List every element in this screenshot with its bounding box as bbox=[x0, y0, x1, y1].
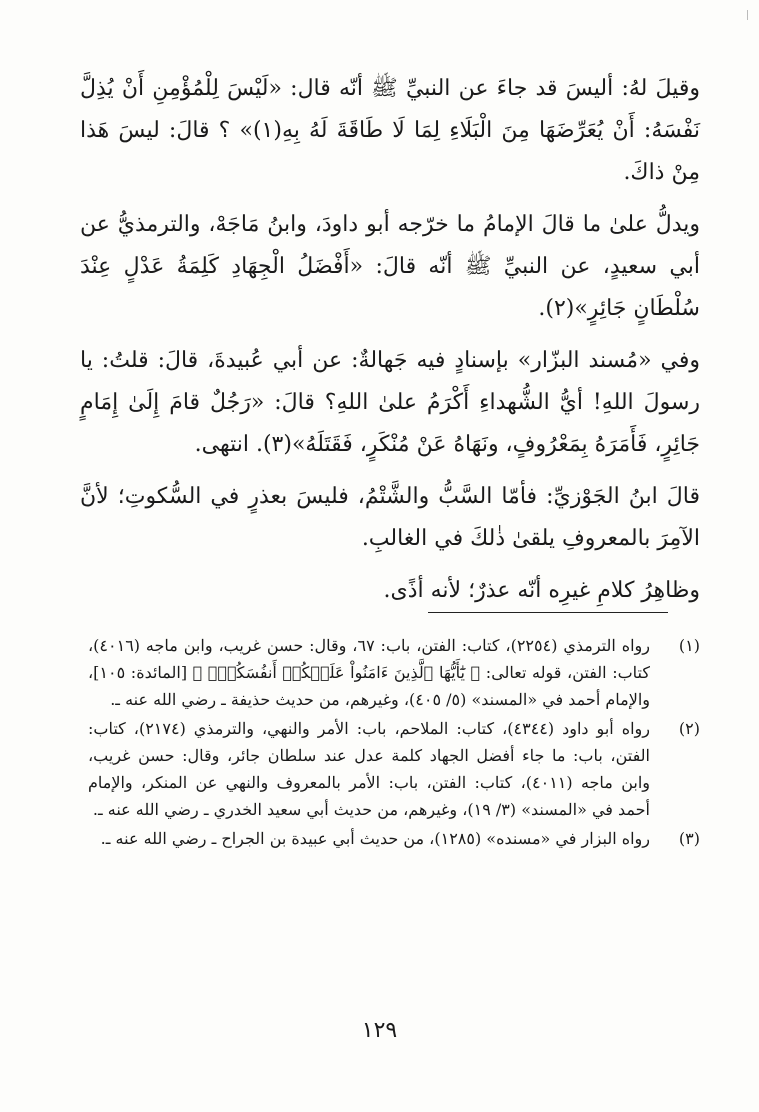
footnote-number: (٢) bbox=[678, 719, 700, 738]
footnote bbox=[88, 715, 700, 823]
page-number: ١٢٩ bbox=[361, 1018, 398, 1043]
footnote bbox=[88, 825, 700, 852]
main-text bbox=[80, 68, 700, 622]
paragraph: وفي «مُسند البزّار» بإسنادٍ فيه جَهالةٌ: عن أبي عُبيدةَ، قالَ: قلتُ: يا رسولَ اللهِ! أيُّ الشُّهداءِ أَكْرَمُ علىٰ اللهِ؟ قالَ: «رَجُلٌ قامَ إِلَىٰ إِمَامٍ جَائِرٍ، فَأَمَرَهُ بِمَعْرُوفٍ، ونَهَاهُ عَنْ مُنْكَرٍ، فَقَتَلَهُ»(٣). انتهى. bbox=[80, 348, 700, 457]
page-edge-mark bbox=[747, 10, 748, 20]
footnote bbox=[88, 632, 700, 713]
paragraph: وقيلَ لهُ: أليسَ قد جاءَ عن النبيِّ ﷺ أنّه قال: «لَيْسَ لِلْمُؤْمِنِ أَنْ يُذِلَّ نَفْسَهُ: أَنْ يُعَرِّضَهَا مِنَ الْبَلَاءِ لِمَا لَا طَاقَةَ لَهُ بِهِ(١)» ؟ قالَ: ليسَ هَذا مِنْ ذاكَ. bbox=[80, 76, 701, 185]
footnote-text: رواه الترمذي (٢٢٥٤)، كتاب: الفتن، باب: ٦٧، وقال: حسن غريب، وابن ماجه (٤٠١٦)، كتاب: الفتن، قوله تعالى: ﴿ يَٰٓأَيُّهَا ٱلَّذِينَ ءَامَنُواْ عَلَيۡكُمۡ أَنفُسَكُمۡۖ ﴾ [المائدة: ١٠٥]، والإمام أحمد في «المسند» (٥/ ٤٠٥)، وغيرهم، من حديث حذيفة ـ رضي الله عنه ـ. bbox=[88, 636, 651, 709]
footnote-separator bbox=[428, 612, 668, 613]
footnote-text: رواه البزار في «مسنده» (١٢٨٥)، من حديث أبي عبيدة بن الجراح ـ رضي الله عنه ـ. bbox=[100, 829, 650, 848]
footnote-number: (٣) bbox=[678, 829, 700, 848]
footnotes bbox=[88, 632, 700, 854]
paragraph: وظاهِرُ كلامِ غيرِه أنّه عذرٌ؛ لأنه أذًى. bbox=[383, 578, 700, 603]
paragraph: ويدلُّ علىٰ ما قالَ الإمامُ ما خرّجه أبو داودَ، وابنُ مَاجَهْ، والترمذيُّ عن أبي سعيدٍ، عن النبيِّ ﷺ أنّه قالَ: «أَفْضَلُ الْجِهَادِ كَلِمَةُ عَدْلٍ عِنْدَ سُلْطَانٍ جَائِرٍ»(٢). bbox=[80, 212, 700, 321]
footnote-number: (١) bbox=[678, 636, 700, 655]
paragraph: قالَ ابنُ الجَوْزيِّ: فأمّا السَّبُّ والشَّتْمُ، فليسَ بعذرٍ في السُّكوتِ؛ لأنَّ الآمِرَ بالمعروفِ يلقىٰ ذٰلكَ في الغالبِ. bbox=[80, 484, 700, 551]
footnote-text: رواه أبو داود (٤٣٤٤)، كتاب: الملاحم، باب: الأمر والنهي، والترمذي (٢١٧٤)، كتاب: الفتن، باب: ما جاء أفضل الجهاد كلمة عدل عند سلطان جائر، وقال: حسن غريب، وابن ماجه (٤٠١١)، كتاب: الفتن، باب: الأمر بالمعروف والنهي عن المنكر، والإمام أحمد في «المسند» (٣/ ١٩)، وغيرهم، من حديث أبي سعيد الخدري ـ رضي الله عنه ـ. bbox=[88, 719, 651, 819]
